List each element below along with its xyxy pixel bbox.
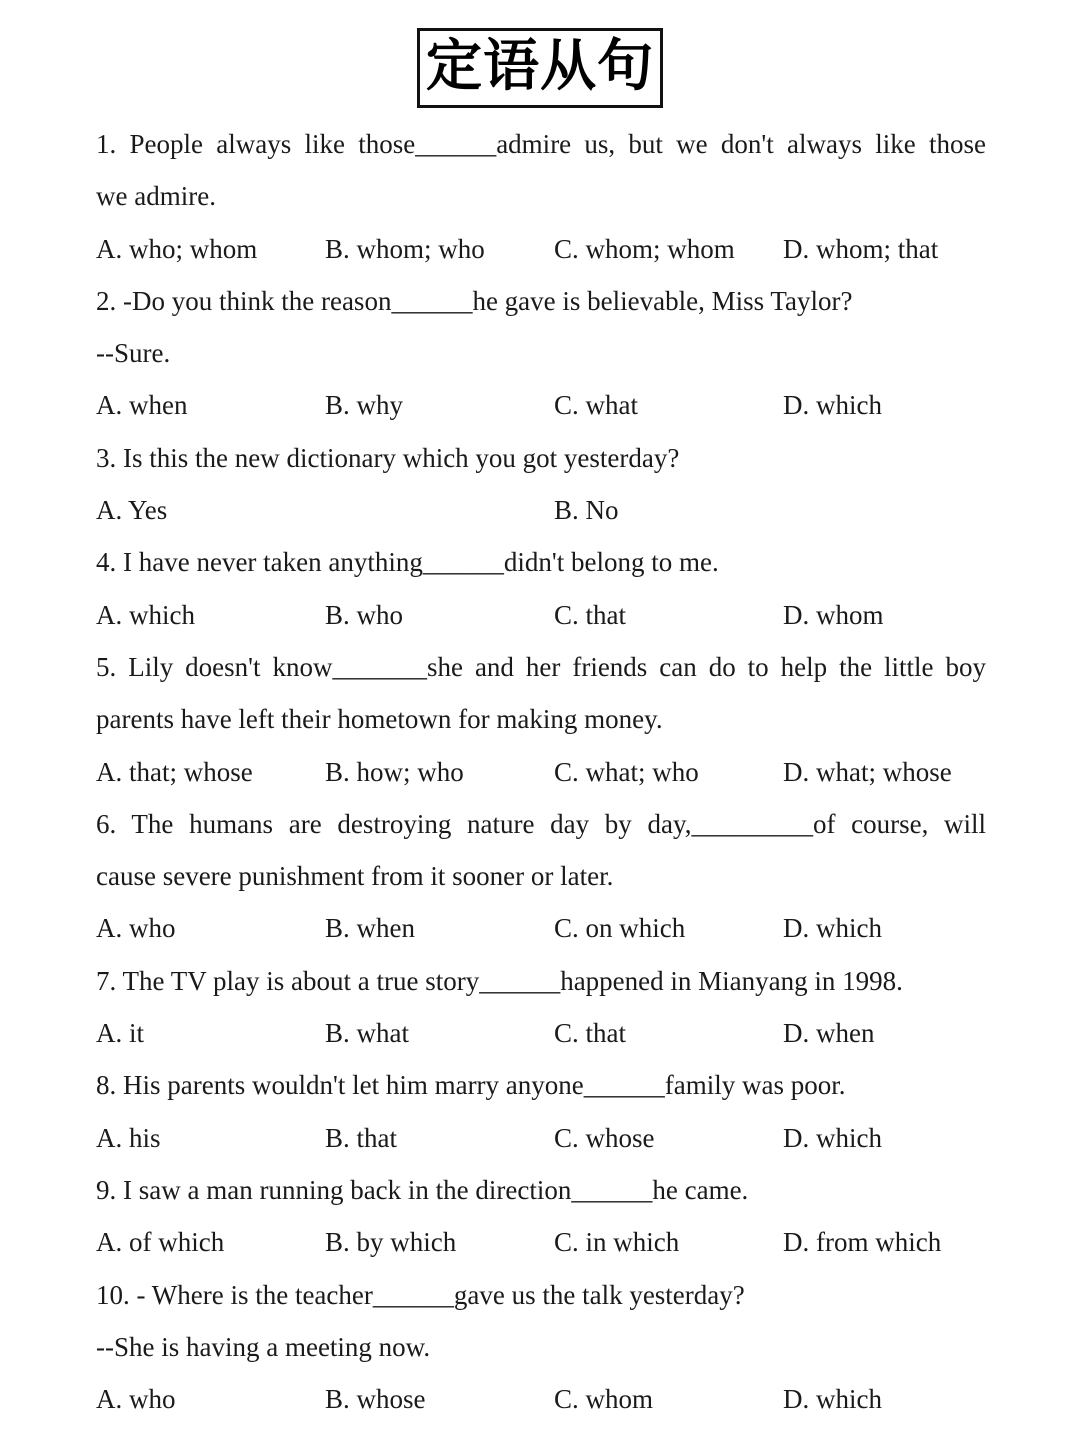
question-2-options [96,379,986,431]
question-10-options [96,1373,986,1425]
title-area [0,28,1080,108]
question-9-line-1: 9. I saw a man running back in the direction______he came. [96,1174,749,1205]
question-5-option-b: B. how; who [325,756,464,787]
question-10-option-b: B. whose [325,1384,426,1415]
question-2-option-a: A. when [96,390,188,421]
question-7-option-b: B. what [325,1018,409,1049]
question-3-options [96,484,986,536]
question-1-options [96,223,986,275]
question-2-option-b: B. why [325,390,404,421]
question-8-option-d: D. which [783,1122,882,1153]
question-7-option-c: C. that [554,1018,626,1049]
question-list [96,118,986,1425]
page-title: 定语从句 [417,28,663,108]
question-3-line-1: 3. Is this the new dictionary which you got yesterday? [96,442,680,473]
question-1-option-b: B. whom; who [325,233,485,264]
question-6-options [96,902,986,954]
question-5-option-a: A. that; whose [96,756,253,787]
question-10-option-d: D. which [783,1384,882,1415]
question-9-options [96,1216,986,1268]
question-5-line-1: 5. Lily doesn't know_______she and her friends can do to help the little boy [96,651,986,682]
question-4-option-c: C. that [554,599,626,630]
question-3-option-a: A. Yes [96,495,168,526]
question-1-option-c: C. whom; whom [554,233,735,264]
question-10-line-2: --She is having a meeting now. [96,1331,431,1362]
question-5-line-2: parents have left their hometown for making money. [96,704,663,735]
question-7-option-d: D. when [783,1018,875,1049]
question-4-options [96,589,986,641]
question-10-option-c: C. whom [554,1384,654,1415]
question-4-option-a: A. which [96,599,195,630]
question-5-options [96,746,986,798]
question-1-line-1: 1. People always like those______admire us, but we don't always like those [96,129,986,159]
question-8-option-b: B. that [325,1122,397,1153]
question-4-line-1: 4. I have never taken anything______didn't belong to me. [96,547,719,578]
question-2-option-d: D. which [783,390,882,421]
question-3-option-b: B. No [554,495,619,526]
question-6-option-d: D. which [783,913,882,944]
question-9-option-b: B. by which [325,1227,457,1258]
question-1-line-2: we admire. [96,181,216,212]
question-6-line-1: 6. The humans are destroying nature day by day,_________of course, will [96,808,986,839]
question-6-option-c: C. on which [554,913,686,944]
question-7-line-1: 7. The TV play is about a true story______happened in Mianyang in 1998. [96,965,903,996]
question-4-option-d: D. whom [783,599,884,630]
question-5-option-d: D. what; whose [783,756,952,787]
question-10-line-1: 10. - Where is the teacher______gave us the talk yesterday? [96,1279,745,1310]
question-2-line-2: --Sure. [96,338,171,369]
question-6-line-2: cause severe punishment from it sooner or later. [96,861,614,892]
question-8-option-a: A. his [96,1122,161,1153]
question-1-option-a: A. who; whom [96,233,258,264]
question-9-option-c: C. in which [554,1227,680,1258]
question-1-option-d: D. whom; that [783,233,939,264]
question-10-option-a: A. who [96,1384,176,1415]
question-9-option-a: A. of which [96,1227,225,1258]
question-4-option-b: B. who [325,599,404,630]
question-5-option-c: C. what; who [554,756,699,787]
question-2-line-1: 2. -Do you think the reason______he gave is believable, Miss Taylor? [96,285,853,316]
question-8-options [96,1112,986,1164]
question-6-option-a: A. who [96,913,176,944]
question-9-option-d: D. from which [783,1227,942,1258]
question-8-option-c: C. whose [554,1122,655,1153]
question-7-option-a: A. it [96,1018,145,1049]
question-2-option-c: C. what [554,390,638,421]
question-7-options [96,1007,986,1059]
question-6-option-b: B. when [325,913,415,944]
question-8-line-1: 8. His parents wouldn't let him marry anyone______family was poor. [96,1070,846,1101]
